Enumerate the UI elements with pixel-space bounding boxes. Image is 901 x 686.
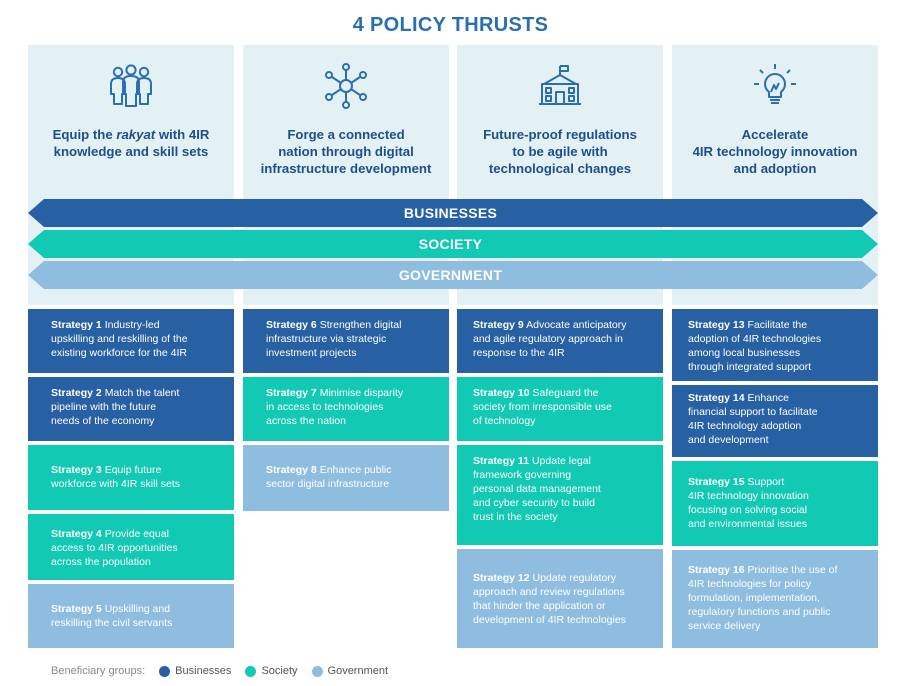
strategy-3-box: Strategy 3 Equip future workforce with 4IR skill sets xyxy=(28,445,234,510)
strategy-11-box: Strategy 11 Update legal framework governing personal data management and cyber security to build trust in the society xyxy=(457,445,663,545)
strategy-2-box: Strategy 2 Match the talent pipeline with the future needs of the economy xyxy=(28,377,234,441)
legend-item-society: Society xyxy=(245,665,297,677)
strategy-1-box: Strategy 1 Industry-led upskilling and reskilling of the existing workforce for the 4IR xyxy=(28,309,234,373)
strategy-4-box: Strategy 4 Provide equal access to 4IR opportunities across the population xyxy=(28,514,234,580)
businesses-band-label: BUSINESSES xyxy=(403,205,498,221)
legend-item-government: Government xyxy=(312,665,389,677)
strategy-6-box: Strategy 6 Strengthen digital infrastructure via strategic investment projects xyxy=(243,309,449,373)
strategy-15-box: Strategy 15 Support 4IR technology innovation focusing on solving social and environmental issues xyxy=(672,461,878,546)
society-band-label: SOCIETY xyxy=(418,236,483,252)
strategy-7-box: Strategy 7 Minimise disparity in access to technologies across the nation xyxy=(243,377,449,441)
legend-item-businesses: Businesses xyxy=(159,665,231,677)
thrust-1-label: Equip the rakyat with 4IR knowledge and skill sets xyxy=(52,127,210,159)
strategy-8-box: Strategy 8 Enhance public sector digital infrastructure xyxy=(243,445,449,511)
strategy-9-box: Strategy 9 Advocate anticipatory and agile regulatory approach in response to the 4IR xyxy=(457,309,663,373)
strategy-13-box: Strategy 13 Facilitate the adoption of 4IR technologies among local businesses through integrated support xyxy=(672,309,878,381)
legend xyxy=(51,665,388,677)
government-dot-icon xyxy=(312,666,323,677)
diagram-title: 4 POLICY THRUSTS xyxy=(352,14,549,36)
beneficiary-bands xyxy=(0,0,901,300)
strategy-16-box: Strategy 16 Prioritise the use of 4IR technologies for policy formulation, implementation, regulatory functions and public service delivery xyxy=(672,550,878,648)
strategy-5-box: Strategy 5 Upskilling and reskilling the civil servants xyxy=(28,584,234,648)
strategy-14-box: Strategy 14 Enhance financial support to facilitate 4IR technology adoption and development xyxy=(672,385,878,457)
thrust-1-emphasis: rakyat xyxy=(116,127,156,142)
businesses-dot-icon xyxy=(159,666,170,677)
government-band-label: GOVERNMENT xyxy=(398,267,503,283)
thrust-3-label: Future-proof regulations to be agile with technological changes xyxy=(483,127,637,176)
thrust-4-label: Accelerate 4IR technology innovation and adoption xyxy=(692,127,858,176)
strategy-10-box: Strategy 10 Safeguard the society from irresponsible use of technology xyxy=(457,377,663,441)
strategy-12-box: Strategy 12 Update regulatory approach and review regulations that hinder the application or development of 4IR technologies xyxy=(457,549,663,648)
society-dot-icon xyxy=(245,666,256,677)
thrust-2-label: Forge a connected nation through digital infrastructure development xyxy=(260,127,432,176)
legend-label: Beneficiary groups: xyxy=(51,665,146,677)
